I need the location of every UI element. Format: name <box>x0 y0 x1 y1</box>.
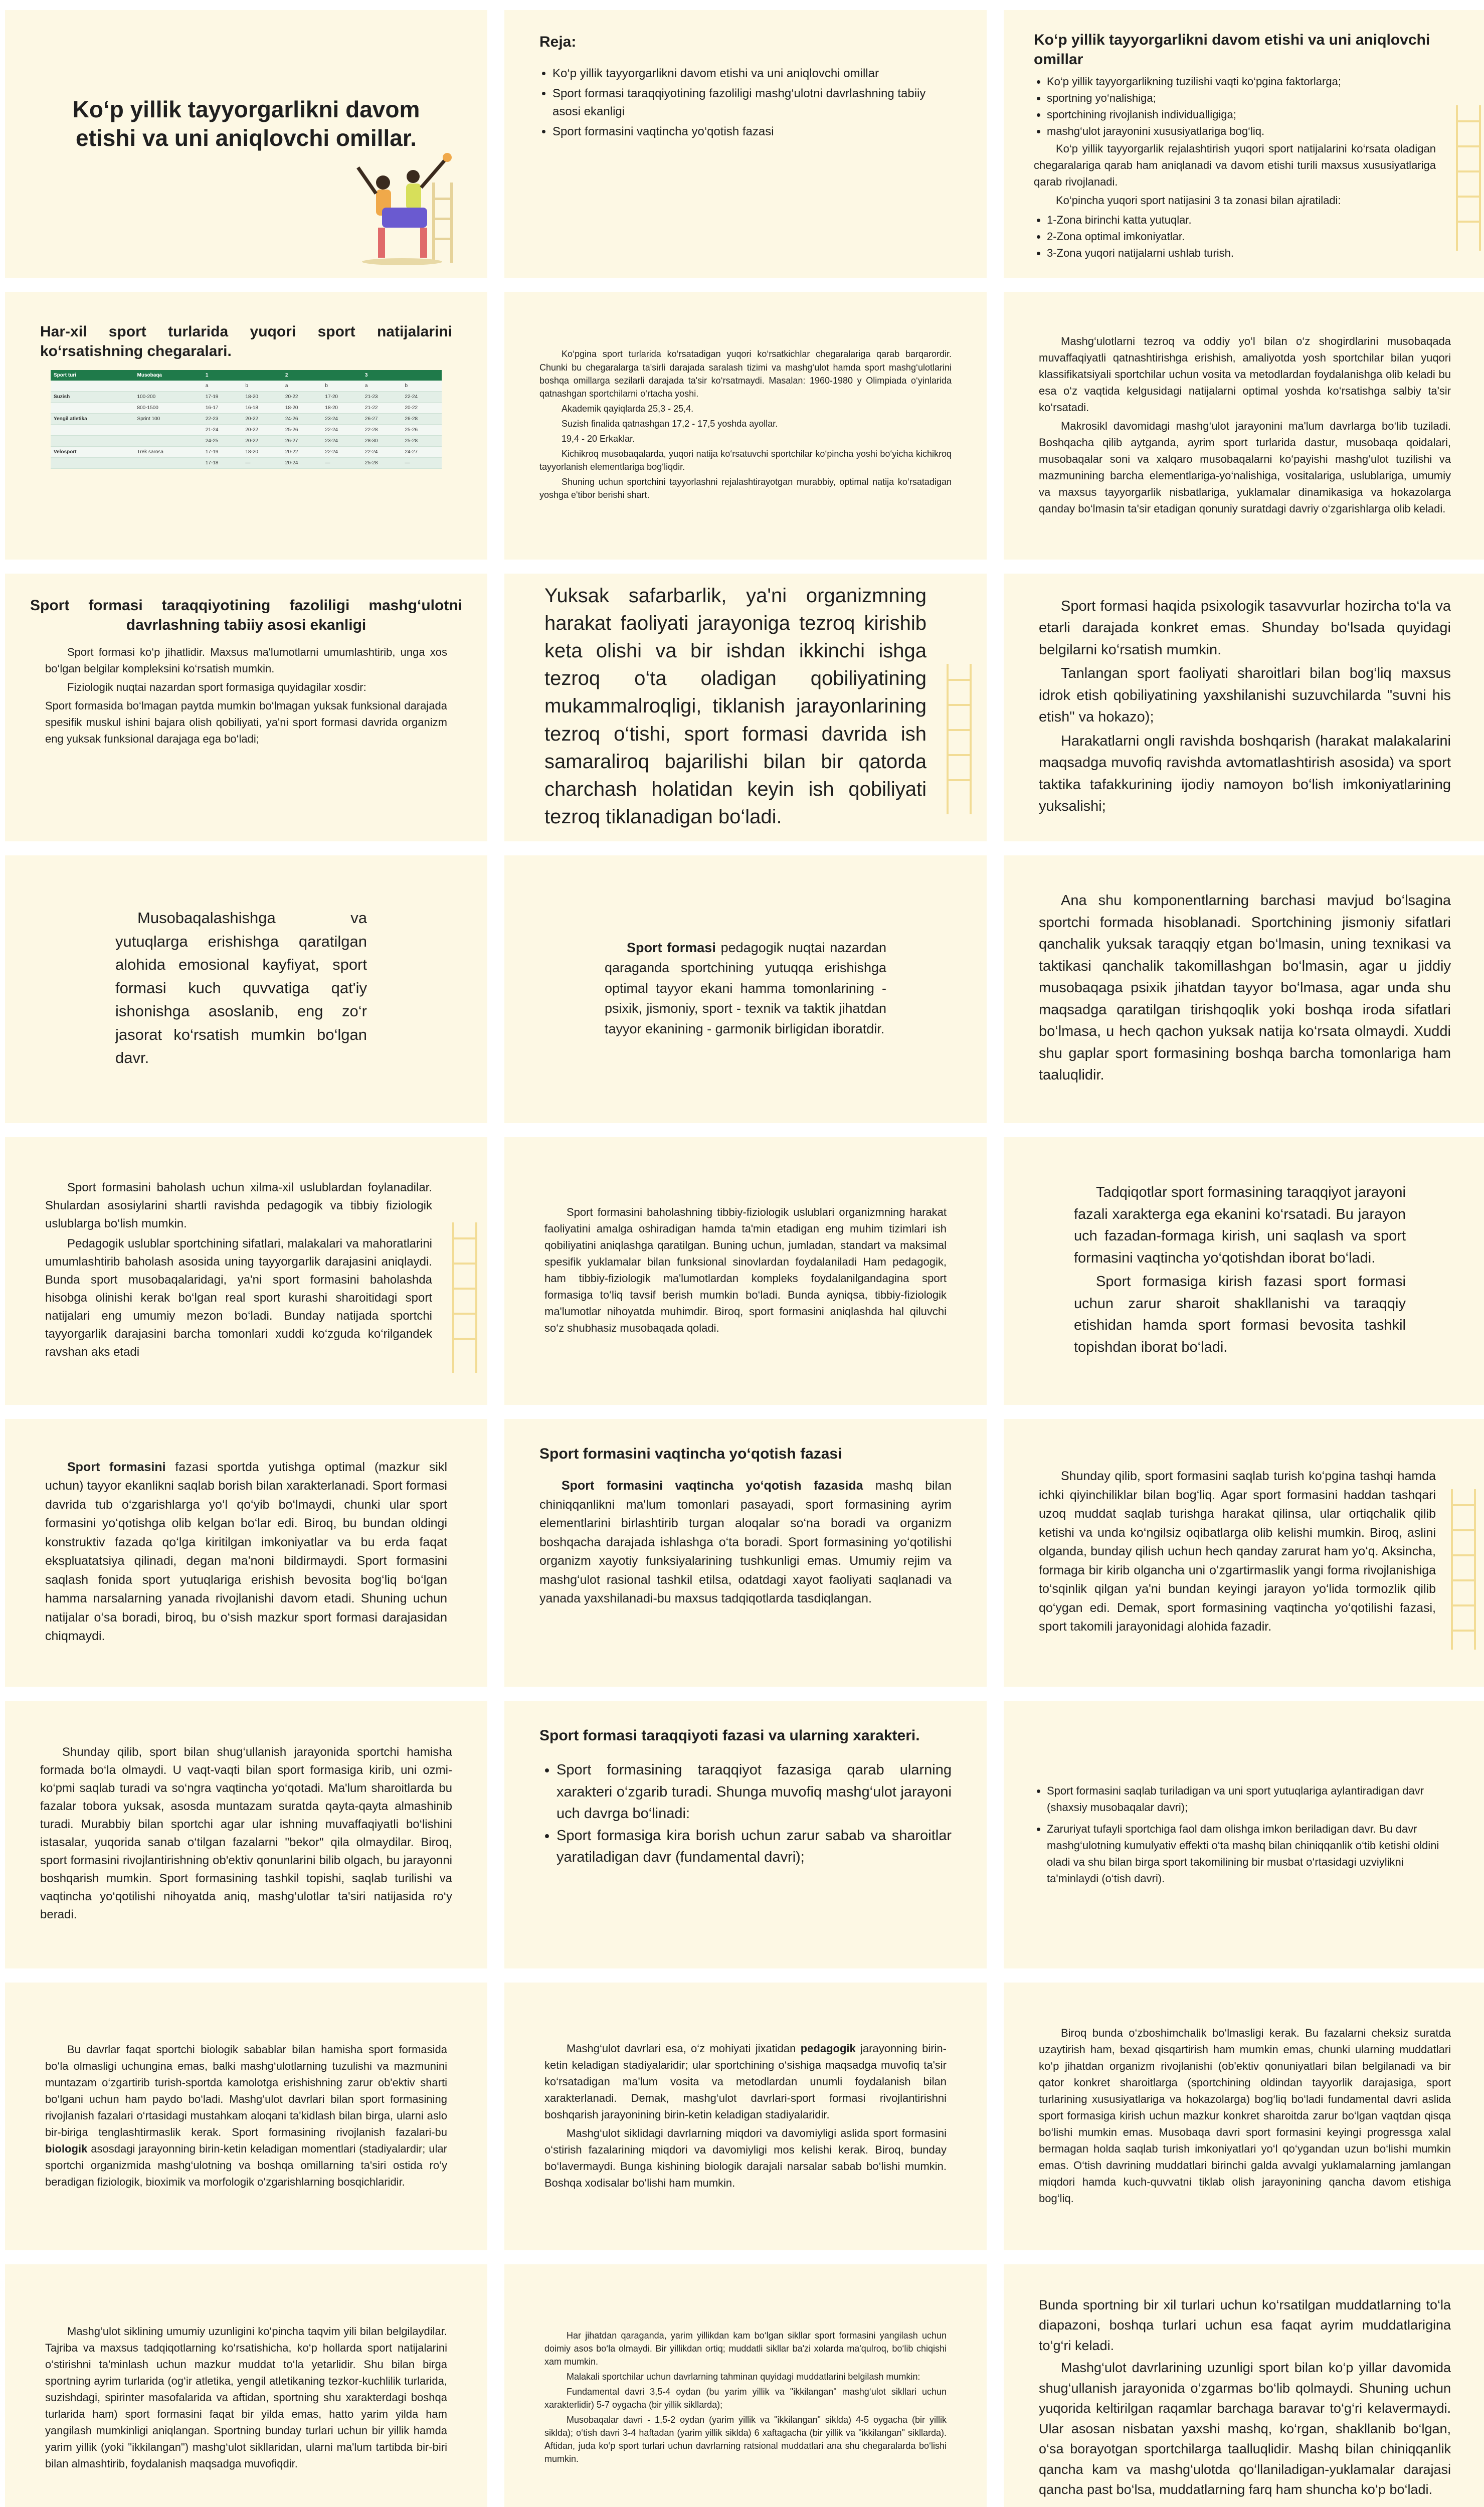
table-cell: 17-19 <box>203 447 243 458</box>
table-cell: 20-22 <box>282 392 322 403</box>
list-item: • Sport formasini saqlab turiladigan va uni sport yutuqlariga aylantiradigan davr (shaxsiy musobaqalar davri); <box>1047 1782 1446 1816</box>
table-cell: 17-18 <box>203 458 243 469</box>
slide-title: Sport formasi taraqqiyotining fazoliligi mashg‘ulotni davrlashning tabiiy asosi ekanligi <box>30 597 462 633</box>
slide-title: Ko‘p yillik tayyorgarlikni davom etishi va uni aniqlovchi omillar. <box>72 96 420 151</box>
paragraph-text: pedagogik nuqtai nazardan qaraganda sportchining yutuqqa erishishga optimal tayyor ekani hamma tomonlarining - psixik, jismoniy, sport - texnik va taktik jihatdan tayyor ekanining - garmonik birligidan iboratdir. <box>605 940 886 1036</box>
slide-18 <box>1004 1419 1484 1687</box>
slide-6 <box>1004 292 1484 560</box>
paragraph: Ko‘pincha yuqori sport natijasini 3 ta zonasi bilan ajratiladi: <box>1056 194 1341 207</box>
table-header: Sport turi <box>51 370 134 381</box>
paragraph <box>45 2041 447 2190</box>
slide-9 <box>1004 574 1484 841</box>
paragraph <box>45 1458 447 1646</box>
table-cell: 16-18 <box>242 403 282 414</box>
table-cell: — <box>402 458 442 469</box>
table-cell: b <box>402 381 442 392</box>
zone-list <box>1034 212 1436 261</box>
period-list <box>1034 1782 1446 1887</box>
bold-term: Sport formasini vaqtincha yo‘qotish fazasida <box>562 1479 863 1493</box>
table-cell: 18-20 <box>322 403 362 414</box>
table-cell: b <box>322 381 362 392</box>
table-cell <box>134 436 203 447</box>
slide-10 <box>5 855 487 1123</box>
slide-20 <box>504 1701 987 1968</box>
list-item: • Sport formasining taraqqiyot fazasiga qarab ularning xarakteri o‘zgarib turadi. Shunga muvofiq mashg‘ulot jarayoni uch davrga bo‘linadi: <box>556 1759 952 1825</box>
slide-13 <box>5 1137 487 1405</box>
table-cell: 24-26 <box>282 414 322 425</box>
table-header: 1 <box>203 370 243 381</box>
slide-7 <box>5 574 487 841</box>
athletes-illustration-icon <box>352 152 457 268</box>
table-cell: 21-24 <box>203 425 243 436</box>
slide-26 <box>504 2264 987 2507</box>
paragraph: Mashg‘ulotlarni tezroq va oddiy yo‘l bilan o‘z shogirdlarini musobaqada muvaffaqiyatli qatnashtirishga erishish, amaliyotda yosh sportchilar bilan yuqori klassifikatsiyali sportchilar uchun vosita va metodlardan foydalanishga olib keladi bu esa o‘z vaqtida kelgusidagi natijalarni optimal yoshda ko‘rsatishga salbiy ta'sir ko‘rsatadi. <box>1039 334 1451 414</box>
table-cell: 22-24 <box>322 425 362 436</box>
table-cell: 100-200 <box>134 392 203 403</box>
table-cell: a <box>203 381 243 392</box>
table-cell: 16-17 <box>203 403 243 414</box>
paragraph: Shunday qilib, sport bilan shug‘ullanish jarayonida sportchi hamisha formada bo‘la olmaydi. U vaqt-vaqti bilan sport formasiga kirib, uni ozmi-ko‘pmi saqlab turadi va so‘ngra vaqtincha yo‘qotadi. Ma'lum sharoitlarda bu fazalar tobora yuksak, asosda muntazam suratda qayta-qayta almashinib turadi. Murabbiy bilan sportchi agar ular ishning muvaffaqiyatli bo‘lishini istasalar, yuqorida sanab o‘tilgan fazalarni "bekor" qila olmaydilar. Biroq, sport formasini rivojlantirishning ob'ektiv qonunlarini bilib olgach, bu jarayonni boshqarish mumkin. Sport formasining tashkil topishi, saqlab turilishi va vaqtincha yo‘qotilishi nihoyatda aniq, mashg‘ulotlar ta'siri natijasida ro‘y beradi. <box>40 1745 452 1921</box>
table-cell: 20-22 <box>402 403 442 414</box>
paragraph: Mashg‘ulot davrlarining uzunligi sport bilan ko‘p yillar davomida shug‘ullanish jarayonida o‘zgarmas bo‘lib qolmaydi. Shuning uchun yuqorida keltirilgan raqamlar barchaga baravar to‘g‘ri kelavermaydi. Ular asosan nisbatan yaxshi mashq, ko‘rgan, shakllanib bo‘lgan, o‘sa borayotgan sportchilarga taalluqlidir. Mashq bilan chiniqqanlik qancha kam va mashg‘ulotda qo‘llaniladigan-yuklamalar darajasi qancha past bo‘lsa, muddatlarning farq ham shuncha ko‘p bo‘ladi. <box>1039 2360 1451 2497</box>
table-cell: 23-24 <box>322 414 362 425</box>
slide-23 <box>504 1983 987 2250</box>
paragraph: Ko‘pgina sport turlarida ko‘rsatadigan yuqori ko‘rsatkichlar chegaralariga qarab barqarordir. Chunki bu chegaralarga ta'sirli darajada saralash tizimi va mashg‘ulot hamda sport mashg‘ulotlarini boshqa omillarga sezilarli darajada ta'sir ko‘rsatmaydi. Masalan: 1960-1980 y Olimpiada o‘yinlarida qatnashgan sportchilarni o‘rtacha yoshi. <box>539 349 952 399</box>
slide-2 <box>504 10 987 278</box>
slide-11 <box>504 855 987 1123</box>
paragraph: Makrosikl davomidagi mashg‘ulot jarayonini ma'lum davrlarga bo‘lib tuziladi. Boshqacha qilib aytganda, ayrim sport turlarida dastur, musobaqa qoidalari, musobaqalar soni va xalqaro musobaqalarni ko‘payishi mashg‘ulot tuzilishi va mazmunining barcha elementlariga-yo‘nalishiga, vositalariga, uslublariga, umumiy va maxsus tayyorgarlik nisbatlariga, yuklamalar dinamikasiga va hokazolarga qanday bo‘lmasin ta'sir etadigan qonuniy suratdagi davriy o‘zgarishlarga olib keladi. <box>1039 419 1451 515</box>
table-cell: 25-26 <box>282 425 322 436</box>
bold-term: Sport formasi <box>627 940 716 955</box>
slide-1 <box>5 10 487 278</box>
table-cell: Velosport <box>51 447 134 458</box>
table-cell: 18-20 <box>242 392 282 403</box>
paragraph <box>605 938 886 1039</box>
paragraph-text: Mashg‘ulot davrlari esa, o‘z mohiyati jixatidan <box>567 2042 801 2055</box>
table-cell <box>134 425 203 436</box>
table-cell: 21-22 <box>362 403 402 414</box>
table-row <box>51 425 442 436</box>
slide-body <box>30 644 462 749</box>
list-item: • Ko‘p yillik tayyorgarlikni davom etishi va uni aniqlovchi omillar <box>552 65 952 83</box>
slide-15 <box>1004 1137 1484 1405</box>
table-row <box>51 392 442 403</box>
slide-14 <box>504 1137 987 1405</box>
slide-12 <box>1004 855 1484 1123</box>
table-cell: b <box>242 381 282 392</box>
list-item: • Ko‘p yillik tayyorgarlikning tuzilishi vaqti ko‘pgina faktorlarga; <box>1047 73 1436 90</box>
paragraph: Sport formasi haqida psixologik tasavvurlar hozircha to‘la va etarli darajada konkret emas. Shunday bo‘lsada quyidagi belgilarni ko‘rsatish mumkin. <box>1039 598 1451 658</box>
table-cell: 26-27 <box>282 436 322 447</box>
slide-16 <box>5 1419 487 1687</box>
list-item: • 1-Zona birinchi katta yutuqlar. <box>1047 212 1436 228</box>
paragraph: Suzish finalida qatnashgan 17,2 - 17,5 yoshda ayollar. <box>562 418 778 429</box>
table-header: Musobaqa <box>134 370 203 381</box>
table-cell <box>51 425 134 436</box>
table-cell: 17-20 <box>322 392 362 403</box>
table-cell: 25-26 <box>402 425 442 436</box>
table-cell: 25-28 <box>362 458 402 469</box>
table-cell: 22-24 <box>362 447 402 458</box>
table-cell: 22-28 <box>362 425 402 436</box>
ladder-decoration-icon <box>947 664 972 814</box>
bold-term: biologik <box>45 2142 88 2155</box>
paragraph-text: Bu davrlar faqat sportchi biologik sabablar bilan hamisha sport formasida bo‘la olmasligi uchungina emas, balki mashg‘ulotlarning tuzulishi va mazmunini muntazam o‘zgartirib turish-sportda kamolotga erishishning zarur ob'ektiv sharti bo‘lgani uchun ham paydo bo‘ladi. Mashg‘ulot davrlari bilan sport formasining rivojlanish fazalari o‘rtasidagi mustahkam aloqani ta'kidlash bilan birga, ularni aslo bir-biriga tenglashtirmaslik kerak. Sport formasining rivojlanish fazalari-bu <box>45 2043 447 2138</box>
table-cell: 25-28 <box>402 436 442 447</box>
table-cell: 22-24 <box>402 392 442 403</box>
slide-title: Sport formasi taraqqiyoti fazasi va ularning xarakteri. <box>539 1727 920 1744</box>
list-item: • sportning yo‘nalishiga; <box>1047 90 1436 106</box>
paragraph: Mashg‘ulot siklidagi davrlarning miqdori va davomiyligi aslida sport formasini o‘stirish fazalarining miqdori va davomiyligi mos kelishi kerak. Biroq, bunday bo‘lavermaydi. Bunga kishining biologik darajali narsalar sabab bo‘lishi mumkin. Boshqa xodisalar bo‘lishi ham mumkin. <box>544 2126 947 2189</box>
table-header <box>402 370 442 381</box>
table-cell: 18-20 <box>242 447 282 458</box>
plan-list <box>539 65 952 143</box>
slide-3 <box>1004 10 1484 278</box>
table-cell: 20-22 <box>242 425 282 436</box>
table-cell: 21-23 <box>362 392 402 403</box>
table-cell: Yengil atletika <box>51 414 134 425</box>
paragraph: Fiziologik nuqtai nazardan sport formasiga quyidagilar xosdir: <box>67 681 366 693</box>
list-item: • Zaruriyat tufayli sportchiga faol dam olishga imkon beriladigan davr. Bu davr mashg‘ulotning kumulyativ effekti o‘ta mashq bilan chiniqqanlik o‘tib ketishi oldini oladi va shu bilan birga sport takomilining bir musbat o‘rtasidagi uzviylikni ta'minlaydi (o‘tish davri). <box>1047 1821 1446 1887</box>
period-list <box>539 1759 952 1869</box>
ladder-decoration-icon <box>1451 1489 1476 1650</box>
list-item: • 3-Zona yuqori natijalarni ushlab turish. <box>1047 245 1436 261</box>
table-cell: 23-24 <box>322 436 362 447</box>
age-limits-table <box>51 370 442 469</box>
paragraph: Shuning uchun sportchini tayyorlashni rejalashtirayotgan murabbiy, optimal natija ko‘rsatadigan yoshga e'tibor berishi shart. <box>539 477 952 500</box>
slide-8 <box>504 574 987 841</box>
slide-title: Sport formasini vaqtincha yo‘qotish fazasi <box>539 1446 842 1462</box>
table-cell: Trek sarosa <box>134 447 203 458</box>
table-cell <box>51 403 134 414</box>
list-item: • Sport formasiga kira borish uchun zarur sabab va sharoitlar yaratiladigan davr (fundamental davri); <box>556 1825 952 1869</box>
paragraph: Akademik qayiqlarda 25,3 - 25,4. <box>562 403 694 414</box>
slide-21 <box>1004 1701 1484 1968</box>
table-cell <box>134 458 203 469</box>
paragraph: Sport formasini baholashning tibbiy-fiziologik uslublari organizmning harakat faoliyatini amalga oshiradigan hamda ta'min etadigan eng muhim tizimlari ish qobiliyatini aniqlashga qaratilgan. Buning uchun, jumladan, standart va maksimal spesifik yuklamalar bilan funksional sinovlardan foydalaniladi Ham pedagogik, ham tibbiy-fiziologik ma'lumotlardan kompleks foydalanilgandagina sport formasiga to‘liq tavsif berish mumkin bo‘ladi. Bunda ayniqsa, tibbiy-fiziologik ma'lumotlar nihoyatda muhimdir. Biroq, sport formasini aniqlashda hal qiluvchi so‘z shubhasiz musobaqada qoladi. <box>544 1206 947 1334</box>
paragraph: Yuksak safarbarlik, ya'ni organizmning harakat faoliyati jarayoniga tezroq kirishib keta olishi va bir ishdan ikkinchi ishga tezroq o‘ta oladigan qobiliyatining mukammalroqligi, tiklanish jarayonlarining tezroq o‘tishi, sport formasi davrida ish samaraliroq bajarilishi bilan bir qatorda charchash holatidan keyin ish qobiliyati tezroq tiklanadigan bo‘ladi. <box>544 584 926 828</box>
slide-25 <box>5 2264 487 2507</box>
slide-5 <box>504 292 987 560</box>
paragraph: Kichikroq musobaqalarda, yuqori natija ko‘rsatuvchi sportchilar ko‘pincha yoshi bo‘yicha kichikroq tayyorlanish elementlariga bog‘liqdir. <box>539 449 952 472</box>
slide-19 <box>5 1701 487 1968</box>
ladder-decoration-icon <box>1456 105 1481 251</box>
table-cell: 24-27 <box>402 447 442 458</box>
plan-heading: Reja: <box>539 34 577 50</box>
table-row <box>51 414 442 425</box>
slide-24 <box>1004 1983 1484 2250</box>
paragraph <box>539 1477 952 1608</box>
table-cell: 22-24 <box>322 447 362 458</box>
table-cell: 17-19 <box>203 392 243 403</box>
table-row <box>51 436 442 447</box>
paragraph: Mashg‘ulot siklining umumiy uzunligini ko‘pincha taqvim yili bilan belgilaydilar. Tajriba va maxsus tadqiqotlarning ko‘rsatishicha, ko‘p hollarda sport natijalarini o‘stirishni ta'minlash uchun mazkur muddat to‘la yetarlidir. Shu bilan birga sportning ayrim turlarida (og‘ir atletika, yengil atletikaning tezkor-kuchlilik turlarida, suzishdagi, spirinter masofalarida va aftidan, sportning shu xarakterdagi boshqa turlarida ham) sport formasini faqat bir yilda emas, hatto yarim yilda ham yangilash mumkinligi aniqlangan. Sportning bunday turlari uchun bir yillik hamda yarim yillik (yoki "ikkilangan") mashg‘ulot sikllaridan, ularni ma'lum tartibda bir-biri bilan almashtirib, foydalanish maqsadga muvofiqdir. <box>45 2324 447 2470</box>
paragraph: Musobaqalashishga va yutuqlarga erishishga qaratilgan alohida emosional kayfiyat, sport formasi kuch quvvatiga qat'iy ishonishga asoslanib, eng zo‘r jasorat ko‘rsatish mumkin bo‘lgan davr. <box>115 909 367 1067</box>
list-item: • 2-Zona optimal imkoniyatlar. <box>1047 228 1436 245</box>
slide-22 <box>5 1983 487 2250</box>
table-cell: 22-23 <box>203 414 243 425</box>
paragraph: Sport formasiga kirish fazasi sport formasi uchun zarur sharoit shakllanishi va taraqqiy etishidan hamda sport formasi bevosita tashkil topishdan iborat bo‘ladi. <box>1074 1274 1406 1355</box>
table-cell: Sprint 100 <box>134 414 203 425</box>
table-cell: 24-25 <box>203 436 243 447</box>
table-cell: 26-27 <box>362 414 402 425</box>
table-row <box>51 447 442 458</box>
slide-27 <box>1004 2264 1484 2507</box>
paragraph: Harakatlarni ongli ravishda boshqarish (harakat malakalarini maqsadga muvofiq ravishda avtomatlashtirish asosida) va sport taktika tafakkurining ijodiy namoyon bo‘lish imkoniyatlarining yuksalishi; <box>1039 733 1451 814</box>
table-cell: 26-28 <box>402 414 442 425</box>
table-cell <box>134 381 203 392</box>
paragraph-text: asosdagi jarayonning birin-ketin keladigan momentlari (stadiyalardir; ular sportchi organizmida mashg‘ulotning va boshqa omillarning ta'siri ostida ro‘y beradigan fiziologik, bioximik va morfologik o‘zgarishlarning bosqichlaridir. <box>45 2142 447 2188</box>
table-cell: 20-22 <box>242 436 282 447</box>
list-item: • mashg‘ulot jarayonini xususiyatlariga bog‘liq. <box>1047 123 1436 139</box>
table-header: 2 <box>282 370 322 381</box>
paragraph <box>544 2040 947 2123</box>
table-row <box>51 403 442 414</box>
paragraph: Biroq bunda o‘zboshimchalik bo‘lmasligi kerak. Bu fazalarni cheksiz suratda uzaytirish ham, bexad qisqartirish ham mumkin emas, chunki ularning muddatlari ko‘p jihatdan organizm rivojlanishi (ob'ektiv qonuniyatlari bilan belgilanadi va bir qator konkret sharoitlarga (sportchining oldindan tayyorlik darajasiga, sport turlarining xususiyatlariga va hokazolarga) bog‘liq bo‘ladi fundamental davri aslida sport formasiga kirish uchun mazkur konkret sharoitda zarur bo‘lgan vaqtdan qisqa bo‘lishi mumkin emas. Musobaqa davri sport formasini keyingi progressga xalal bermagan holda saqlab turish imkoniyatlari yo‘l qo‘ygandan uzun bo‘lishi mumkin emas. O‘tish davrining muddatlari birinchi galda avvalgi yuklamalarning jamlangan miqdori hamda kuch-quvvatni tiklab olish jarayonining qancha davom etishiga bog‘liq. <box>1039 2026 1451 2205</box>
factor-list <box>1034 73 1436 139</box>
paragraph: Har jihatdan qaraganda, yarim yillikdan kam bo‘lgan sikllar sport formasini yangilash uchun doimiy asos bo‘la olmaydi. Bir yillikdan ortiq; muddatli sikllar ba'zi xolarda ma'qulroq, bo‘lib chiqishi xam mumkin. <box>544 2330 947 2367</box>
table-cell: 20-22 <box>282 447 322 458</box>
table-header: 3 <box>362 370 402 381</box>
paragraph: Sport formasi ko‘p jihatlidir. Maxsus ma'lumotlarni umumlashtirib, unga xos bo‘lgan belgilar kompleksini ko‘rsatish mumkin. <box>45 646 447 675</box>
paragraph-text: jarayonning birin-ketin keladigan stadiyalaridir; ular sportchining o‘sishiga maqsadga muvofiq ta'sir ko‘rsatadigan ma'lum vosita va metodlardan unumli foydalanish bilan xarakterlanadi. Demak, mashg‘ulot davrlari-sport formasi rivojlantirishni boshqarish jarayonining birin-ketin keladigan stadiyalaridir. <box>544 2042 947 2121</box>
list-item: • sportchining rivojlanish individualligiga; <box>1047 106 1436 123</box>
table-cell <box>51 436 134 447</box>
paragraph: Pedagogik uslublar sportchining sifatlari, malakalari va mahoratlarini umumlashtirib baholash asosida uning tayyorgarlik darajasini aniqlaydi. Bunda sport musobaqalaridagi, ya'ni sport formasini baholashda hisobga olinishi kerak bo‘lgan real sport kurashi sharoitidagi sport natijalari eng umumiy mezon bo‘ladi. Bunday natijada sportchi tayyorgarlik darajasini barcha tomonlari xuddi ko‘zguda ko‘rilgandek ravshan aks etadi <box>45 1237 432 1359</box>
slide-title: Ko‘p yillik tayyorgarlikni davom etishi va uni aniqlovchi omillar <box>1034 32 1430 68</box>
paragraph: Sport formasida bo‘lmagan paytda mumkin bo‘lmagan yuksak funksional darajada spesifik muskul ishini bajara olish qobiliyati, ya'ni sport formasi davrida organizm eng yuksak funksional darajaga ega bo‘ladi; <box>45 699 447 745</box>
paragraph: Bunda sportning bir xil turlari uchun ko‘rsatilgan muddatlarning to‘la diapazoni, boshqa turlari uchun esa faqat ayrim muddatlarigina to‘g‘ri keladi. <box>1039 2297 1451 2353</box>
paragraph: Musobaqalar davri - 1,5-2 oydan (yarim yillik va "ikkilangan" siklda) 4-5 oygacha (bir yillik siklda); o‘tish davri 3-4 haftadan (yarim yillik siklda) 6 xaftagacha (bir yillik va "ikkilangan" sikllarda). Aftidan, juda ko‘p sport turlari uchun davrlarning ratsional muddatlari ana shu chegaralarda bo‘lishi mumkin. <box>544 2415 947 2464</box>
table-header <box>242 370 282 381</box>
slide-17 <box>504 1419 987 1687</box>
bold-term: Sport formasini <box>67 1460 166 1474</box>
table-cell <box>51 381 134 392</box>
slide-title: Har-xil sport turlarida yuqori sport natijalarini ko‘rsatishning chegaralari. <box>40 323 452 360</box>
table-cell <box>51 458 134 469</box>
table-cell: — <box>242 458 282 469</box>
table-row <box>51 458 442 469</box>
paragraph: Shunday qilib, sport formasini saqlab turish ko‘pgina tashqi hamda ichki qiyinchiliklar bilan bog‘liq. Agar sport formasini haddan tashqari uzoq muddat saqlab turishga harakat qilinsa, ular ortiqchalik qilib ketishi va unda ko‘ngilsiz oqibatlarga olib kelishi mumkin. Biroq, aslini olganda, bunday qilish uchun hech qanday zarurat ham yo‘q. Aksincha, formaga bir kirib olgancha uni o‘zgartirmaslik yangi forma rivojlanishiga to‘sqinlik qilgan ya'ni bundan keyingi jarayon yo‘lida tormozlik qilib qo‘ygan edi. Demak, sport formasining vaqtincha yo‘qotilishi fazasi, sport takomili jarayonidagi alohida fazadir. <box>1039 1469 1436 1634</box>
paragraph: Tanlangan sport faoliyati sharoitlari bilan bog‘liq maxsus idrok etish qobiliyatining yaxshilanishi suzuvchilarda "suvni his etish" va hokazo); <box>1039 665 1451 725</box>
list-item: • Sport formasi taraqqiyotining fazoliligi mashg‘ulotni davrlashning tabiiy asosi ekanligi <box>552 85 952 121</box>
table-cell: a <box>282 381 322 392</box>
paragraph: 19,4 - 20 Erkaklar. <box>562 434 635 444</box>
bold-term: pedagogik <box>800 2042 856 2055</box>
table-header <box>322 370 362 381</box>
paragraph: Sport formasini baholash uchun xilma-xil uslublardan foylanadilar. Shulardan asosiylarini shartli ravishda pedagogik va tibbiy fiziologik uslublarga bo‘lish mumkin. <box>45 1181 432 1230</box>
table-row <box>51 381 442 392</box>
table-cell: 28-30 <box>362 436 402 447</box>
table-cell: Suzish <box>51 392 134 403</box>
table-cell: 18-20 <box>282 403 322 414</box>
table-body <box>51 381 442 469</box>
table-cell: 20-22 <box>242 414 282 425</box>
paragraph: Tadqiqotlar sport formasining taraqqiyot jarayoni fazali xarakterga ega ekanini ko‘rsatadi. Bu jarayon uch fazadan-formaga kirish, uni saqlash va sport formasini vaqtincha yo‘qotishdan iborat bo‘ladi. <box>1074 1184 1406 1266</box>
table-cell: 800-1500 <box>134 403 203 414</box>
table-cell: a <box>362 381 402 392</box>
paragraph: Ana shu komponentlarning barchasi mavjud bo‘lsagina sportchi formada hisoblanadi. Sportchining jismoniy sifatlari qanchalik yuksak taraqqiy etgan bo‘lmasin, uning texnikasi va taktikasi qanchalik takomillashgan bo‘lmasin, agar u jiddiy musobaqaga psixik jihatdan tayyor bo‘lmasa, agar unda shu maqsadga qaratilgan tirishqoqlik yoki boshqa iroda sifatlari bo‘lmasa, u hech qachon yuksak natija ko‘rsata olmaydi. Xuddi shu gaplar sport formasining boshqa barcha tomonlariga ham taaluqlidir. <box>1039 892 1451 1084</box>
table-cell: — <box>322 458 362 469</box>
table-cell: 20-24 <box>282 458 322 469</box>
paragraph-text: fazasi sportda yutishga optimal (mazkur sikl uchun) tayyor ekanlikni saqlab borish bilan xarakterlanadi. Sport formasi davrida tub o‘zgarishlarga yo‘l qo‘yib bo‘lmaydi, chunki ular sport formasini yo‘qotishga olib kelgan bo‘lar edi. Biroq, bu bundan oldingi konstruktiv fazada qo‘lga kiritilgan imkoniyatlar va bu erda faqat ekspluatatsiya qilinadi, degan ma'noni bildirmaydi. Sport formasini saqlash fonida sport yutuqlariga erishish bevosita bog‘liq bo‘lgan hamma narsalarning yanada rivojlanishi davom etadi. Shuning uchun natijalar o‘sa boradi, biroq, bu o‘sish mazkur sport formasi darajasidan chiqmaydi. <box>45 1460 447 1643</box>
ladder-decoration-icon <box>452 1222 477 1373</box>
list-item: • Sport formasini vaqtincha yo‘qotish fazasi <box>552 123 952 141</box>
paragraph-text: mashq bilan chiniqqanlikni ma'lum tomonlari pasayadi, sport formasining ayrim elementlarini birlashtirib turgan aloqalar so‘na boradi va organizm boshqacha darajada ishlashga o‘ta boradi. Sport formasining yo‘qotilishi organizm xayotiy funksiyalarining tushkunligi emas. Umumiy rejim va mashg‘ulot rasional tashkil etilsa, odatdagi xayot faoliyati saqlanadi va yanada yaxshilanadi-bu maxsus tadqiqotlarda tasdiqlangan. <box>539 1479 952 1605</box>
paragraph: Malakali sportchilar uchun davrlarning tahminan quyidagi muddatlarini belgilash mumkin: <box>567 2371 920 2382</box>
paragraph: Ko‘p yillik tayyorgarlik rejalashtirish yuqori sport natijalarini ko‘rsata oladigan chegaralariga qarab ham aniqlanadi va davom etishi turili maxsus xususiyatlariga qarab rivojlanadi. <box>1034 142 1436 188</box>
paragraph: Fundamental davri 3,5-4 oydan (bu yarim yillik va "ikkilangan" mashg‘ulot sikllari uchun xarakterlidir) 5-7 oygacha (bir yillik sikllarda); <box>544 2386 947 2410</box>
slide-4 <box>5 292 487 560</box>
